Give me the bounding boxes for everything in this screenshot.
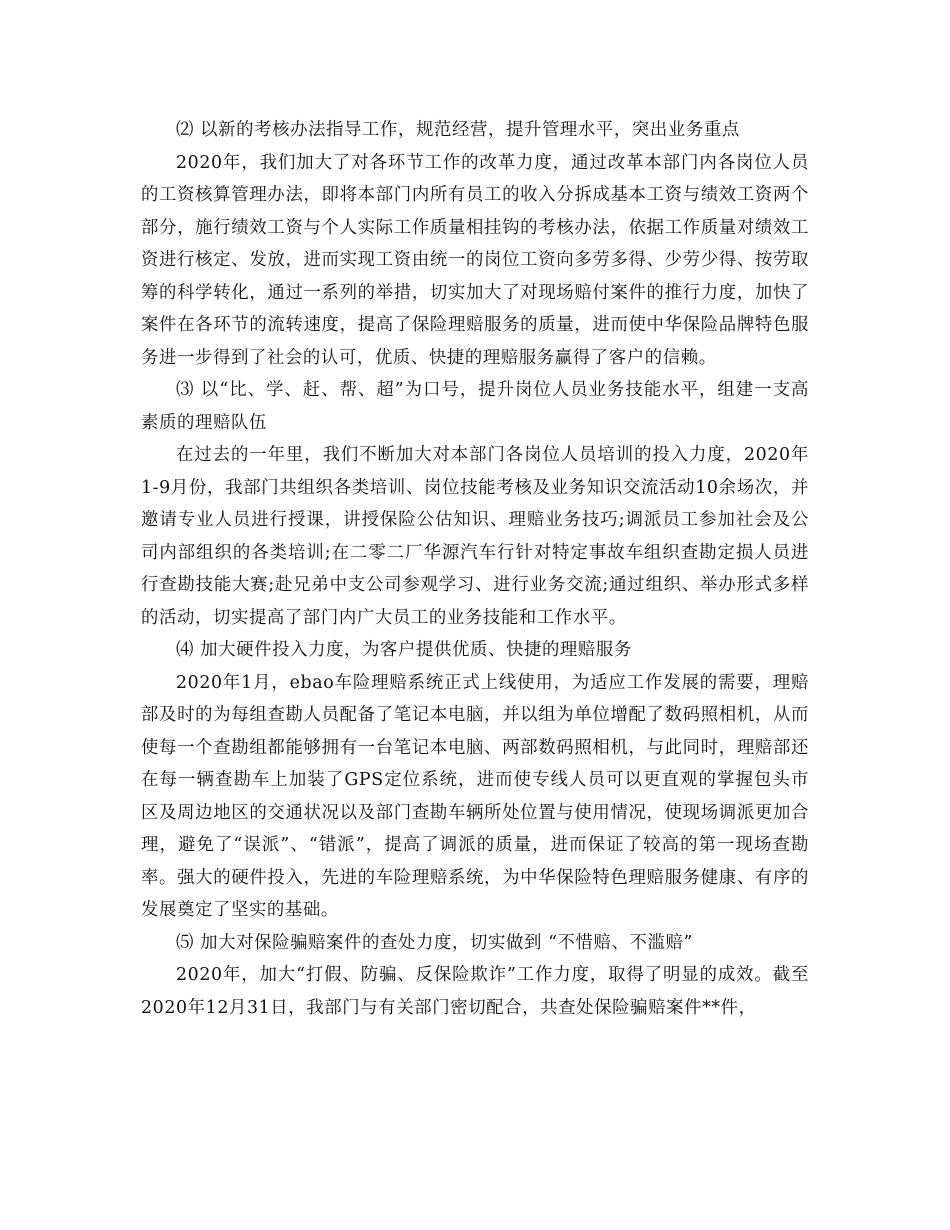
body-paragraph-hardware: 2020年1月，ebao车险理赔系统正式上线使用，为适应工作发展的需要，理赔部及时的为每组查勘人员配备了笔记本电脑，并以组为单位增配了数码照相机，从而使每一个查勘组都能够拥有一台笔记本电脑、两部数码照相机，与此同时，理赔部还在每一辆查勘车上加装了GPS定位系统，进而使专线人员可以更直观的掌握包头市区及周边地区的交通状况以及部门查勘车辆所处位置与使用情况，使现场调派更加合理，避免了“误派”、“错派”，提高了调派的质量，进而保证了较高的第一现场查勘率。强大的硬件投入，先进的车险理赔系统，为中华保险特色理赔服务健康、有序的发展奠定了坚实的基础。 — [141, 672, 809, 920]
document-body — [141, 114, 809, 1024]
section-heading-2: ⑵ 以新的考核办法指导工作，规范经营，提升管理水平，突出业务重点 — [176, 120, 740, 140]
section-heading-5: ⑸ 加大对保险骗赔案件的查处力度，切实做到 “不惜赔、不滥赔” — [176, 932, 693, 953]
section-heading-4: ⑷ 加大硬件投入力度，为客户提供优质、快捷的理赔服务 — [176, 640, 632, 660]
section-heading-3: ⑶ 以“比、学、赶、帮、超”为口号，提升岗位人员业务技能水平，组建一支高素质的理赔队伍 — [141, 380, 809, 433]
body-paragraph-training: 在过去的一年里，我们不断加大对本部门各岗位人员培训的投入力度，2020年1-9月份，我部门共组织各类培训、岗位技能考核及业务知识交流活动10余场次，并邀请专业人员进行授课，讲授保险公估知识、理赔业务技巧;调派员工参加社会及公司内部组织的各类培训;在二零二厂华源汽车行针对特定事故车组织查勘定损人员进行查勘技能大赛;赴兄弟中支公司参观学习、进行业务交流;通过组织、举办形式多样的活动，切实提高了部门内广大员工的业务技能和工作水平。 — [141, 445, 809, 628]
body-paragraph-fraud: 2020年，加大“打假、防骗、反保险欺诈”工作力度，取得了明显的成效。截至2020年12月31日，我部门与有关部门密切配合，共查处保险骗赔案件**件， — [141, 965, 809, 1018]
body-paragraph-salary-reform: 2020年，我们加大了对各环节工作的改革力度，通过改革本部门内各岗位人员的工资核算管理办法，即将本部门内所有员工的收入分拆成基本工资与绩效工资两个部分，施行绩效工资与个人实际工作质量相挂钩的考核办法，依据工作质量对绩效工资进行核定、发放，进而实现工资由统一的岗位工资向多劳多得、少劳少得、按劳取筹的科学转化，通过一系列的举措，切实加大了对现场赔付案件的推行力度，加快了案件在各环节的流转速度，提高了保险理赔服务的质量，进而使中华保险品牌特色服务进一步得到了社会的认可，优质、快捷的理赔服务赢得了客户的信赖。 — [141, 152, 809, 368]
